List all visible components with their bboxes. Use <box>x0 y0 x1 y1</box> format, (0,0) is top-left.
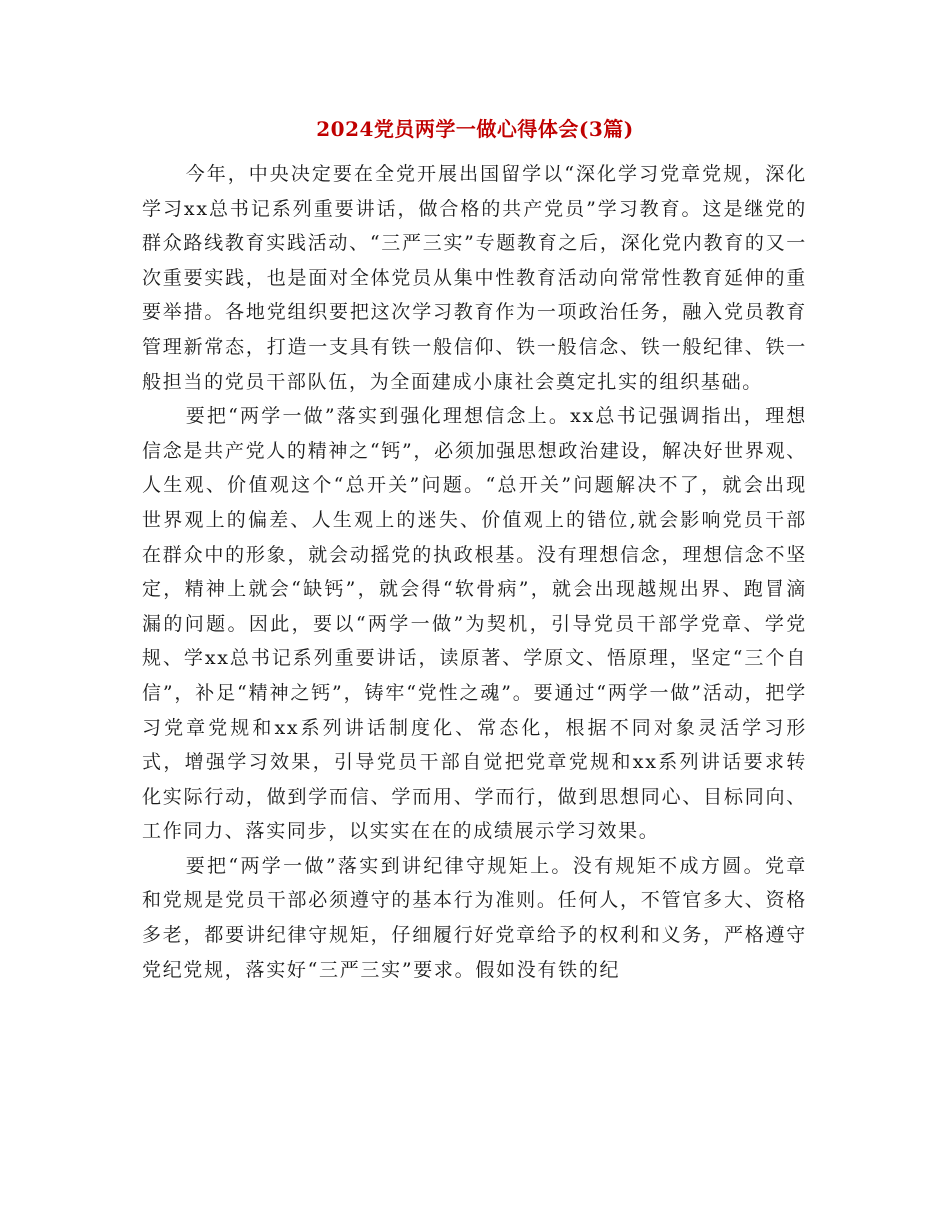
document-body <box>142 157 807 987</box>
paragraph-2: 要把“两学一做”落实到强化理想信念上。xx总书记强调指出，理想信念是共产党人的精神之“钙”，必须加强思想政治建设，解决好世界观、人生观、价值观这个“总开关”问题。“总开关”问题解决不了，就会出现世界观上的偏差、人生观上的迷失、价值观上的错位,就会影响党员干部在群众中的形象，就会动摇党的执政根基。没有理想信念，理想信念不坚定，精神上就会“缺钙”，就会得“软骨病”，就会出现越规出界、跑冒滴漏的问题。因此，要以“两学一做”为契机，引导党员干部学党章、学党规、学xx总书记系列重要讲话，读原著、学原文、悟原理，坚定“三个自信”，补足“精神之钙”，铸牢“党性之魂”。要通过“两学一做”活动，把学习党章党规和xx系列讲话制度化、常态化，根据不同对象灵活学习形式，增强学习效果，引导党员干部自觉把党章党规和xx系列讲话要求转化实际行动，做到学而信、学而用、学而行，做到思想同心、目标同向、工作同力、落实同步，以实实在在的成绩展示学习效果。 <box>142 405 807 843</box>
document-title: 2024党员两学一做心得体会(3篇) <box>316 117 634 141</box>
paragraph-3: 要把“两学一做”落实到讲纪律守规矩上。没有规矩不成方圆。党章和党规是党员干部必须遵守的基本行为准则。任何人，不管官多大、资格多老，都要讲纪律守规矩，仔细履行好党章给予的权利和义务，严格遵守党纪党规，落实好“三严三实”要求。假如没有铁的纪 <box>142 854 807 981</box>
paragraph-1: 今年，中央决定要在全党开展出国留学以“深化学习党章党规，深化学习xx总书记系列重要讲话，做合格的共产党员”学习教育。这是继党的群众路线教育实践活动、“三严三实”专题教育之后，深化党内教育的又一次重要实践，也是面对全体党员从集中性教育活动向常常性教育延伸的重要举措。各地党组织要把这次学习教育作为一项政治任务，融入党员教育管理新常态，打造一支具有铁一般信仰、铁一般信念、铁一般纪律、铁一般担当的党员干部队伍，为全面建成小康社会奠定扎实的组织基础。 <box>142 163 807 393</box>
